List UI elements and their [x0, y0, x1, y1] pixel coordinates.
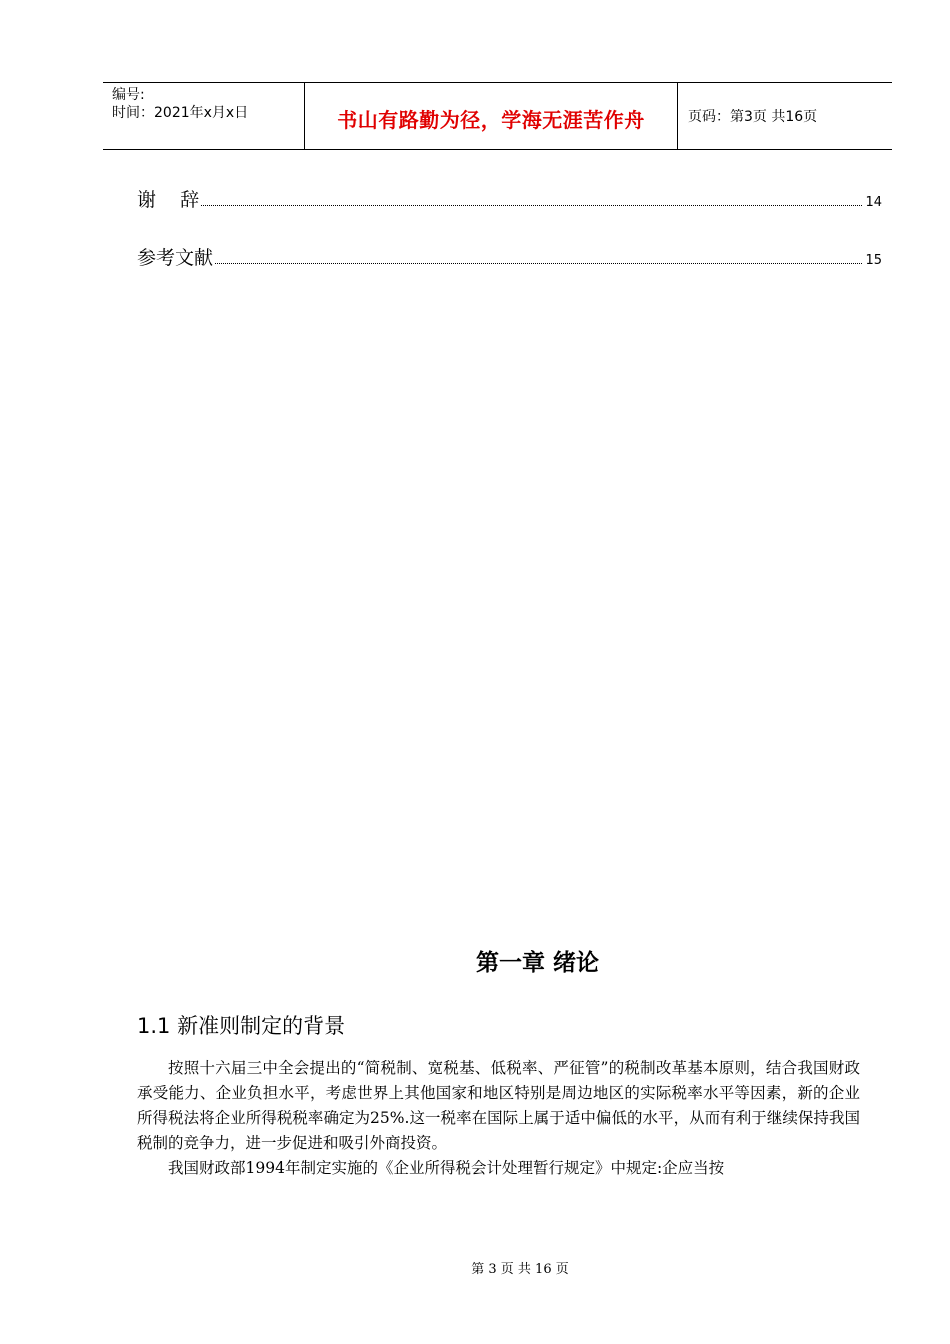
header-top-rule [103, 82, 892, 83]
toc-leader-dots [215, 263, 862, 264]
paragraph: 按照十六届三中全会提出的“简税制、宽税基、低税率、严征管”的税制改革基本原则，结合我国财政承受能力、企业负担水平，考虑世界上其他国家和地区特别是周边地区的实际税率水平等因素，新的企业所得税法将企业所得税税率确定为25%.这一税率在国际上属于适中偏低的水平，从而有利于继续保持我国税制的竞争力，进一步促进和吸引外商投资。 [137, 1059, 860, 1152]
time-label: 时间：2021年x月x日 [112, 105, 249, 121]
header-page-info: 页码：第3页 共16页 [688, 109, 818, 125]
toc-entry-title: 参考文献 [137, 247, 214, 269]
body-text [137, 1056, 860, 1181]
toc-entry-acknowledgements[interactable] [137, 185, 882, 212]
toc-entry-references[interactable] [137, 243, 882, 270]
toc-entry-page: 14 [865, 195, 882, 210]
toc-entry-title: 谢 辞 [137, 189, 200, 211]
header-motto: 书山有路勤为径，学海无涯苦作舟 [337, 108, 645, 132]
page-footer: 第 3 页 共 16 页 [471, 1262, 569, 1277]
section-title: 1.1 新准则制定的背景 [137, 1014, 346, 1038]
toc-entry-page: 15 [865, 253, 882, 268]
paragraph: 我国财政部1994年制定实施的《企业所得税会计处理暂行规定》中规定:企应当按 [168, 1159, 725, 1177]
chapter-title: 第一章 绪论 [475, 950, 599, 976]
header-divider-right [677, 82, 678, 150]
toc-leader-dots [201, 205, 862, 206]
header-meta [112, 86, 248, 122]
number-label: 编号: [112, 87, 145, 103]
header-bottom-rule [103, 149, 892, 150]
